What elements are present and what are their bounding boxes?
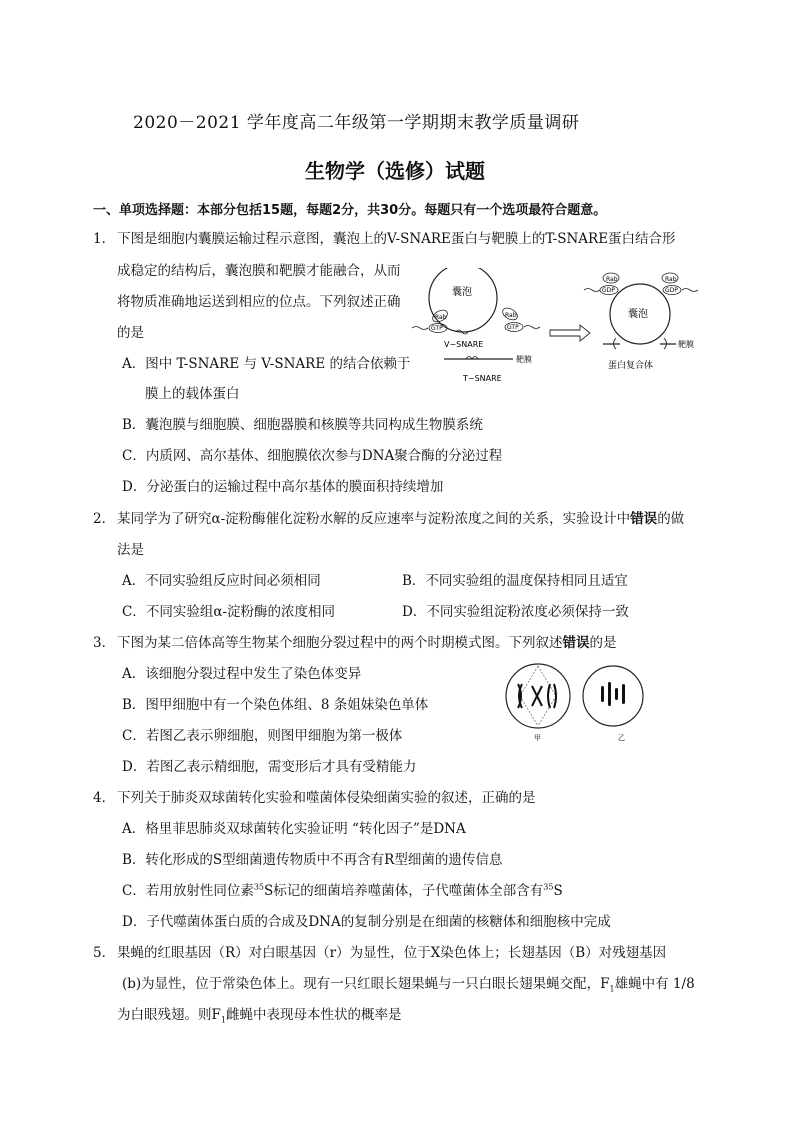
exam-title: 2020－2021 学年度高二年级第一学期期末教学质量调研 xyxy=(133,113,580,133)
option-c: C．若图乙表示卵细胞，则图甲细胞为第一极体 xyxy=(122,728,403,744)
option-b: B．图甲细胞中有一个染色体组、8 条姐妹染色单体 xyxy=(122,697,429,713)
question-number: 3． xyxy=(93,635,116,651)
question-text: 将物质准确地运送到相应的位点。下列叙述正确 xyxy=(117,294,401,310)
question-text-part: 雌蝇中表现母本性状的概率是 xyxy=(225,1007,402,1023)
cell-division-figure xyxy=(498,660,648,742)
option-d: D．分泌蛋白的运输过程中高尔基体的膜面积持续增加 xyxy=(122,479,444,495)
rab-label: Rab xyxy=(505,312,517,319)
gdp-label: GDP xyxy=(665,287,678,294)
question-text-part: 雄蝇中有 1/8 xyxy=(614,976,695,992)
question-text xyxy=(122,974,695,994)
v-snare-label: V−SNARE xyxy=(444,340,484,349)
question-number: 1． xyxy=(93,231,116,247)
question-text xyxy=(117,633,617,653)
rab-label: Rab xyxy=(606,276,618,283)
gtp-label: GTP xyxy=(507,324,519,331)
option-a-continued: 膜上的载体蛋白 xyxy=(145,386,240,402)
isotope-mass: 35 xyxy=(543,882,554,892)
option-a: A．图中 T-SNARE 与 V-SNARE 的结合依赖于 xyxy=(122,356,411,372)
protein-complex-label: 蛋白复合体 xyxy=(608,361,654,371)
target-membrane-label: 靶膜 xyxy=(516,355,532,364)
question-number: 2． xyxy=(93,511,116,527)
option-a: A．格里菲思肺炎双球菌转化实验证明 “转化因子”是DNA xyxy=(122,821,466,837)
question-text: 下列关于肺炎双球菌转化实验和噬菌体侵染细菌实验的叙述，正确的是 xyxy=(117,790,536,806)
option-d: D．子代噬菌体蛋白质的合成及DNA的复制分别是在细菌的核糖体和细胞核中完成 xyxy=(122,914,611,930)
question-text: 法是 xyxy=(117,542,144,558)
option-text-part: C．若用放射性同位素 xyxy=(122,883,254,899)
question-text-part: (b)为显性，位于常染色体上。现有一只红眼长翅果蝇与一只白眼长翅果蝇交配，F xyxy=(122,976,610,992)
rab-label: Rab xyxy=(665,276,677,283)
question-text xyxy=(117,509,684,529)
vesicle-label: 囊泡 xyxy=(628,309,648,320)
section-heading: 一、单项选择题：本部分包括15题，每题2分，共30分。每题只有一个选项最符合题意。 xyxy=(93,203,607,218)
option-c: C．不同实验组α-淀粉酶的浓度相同 xyxy=(122,604,336,620)
vesicle-label: 囊泡 xyxy=(452,287,472,298)
question-text xyxy=(117,1005,401,1025)
question-text: 的是 xyxy=(117,325,144,341)
option-b: B．不同实验组的温度保持相同且适宜 xyxy=(402,573,628,589)
option-d: D．若图乙表示精细胞，需变形后才具有受精能力 xyxy=(122,759,417,775)
option-a: A．不同实验组反应时间必须相同 xyxy=(122,573,321,589)
question-text-part: 的是 xyxy=(589,635,617,651)
question-text-part: 为白眼残翅。则F xyxy=(117,1007,221,1023)
option-b: B．转化形成的S型细菌遗传物质中不再含有R型细菌的遗传信息 xyxy=(122,852,503,868)
figure-label-yi: 乙 xyxy=(618,734,625,742)
question-text-part: 的做 xyxy=(657,511,685,527)
generation-subscript: 1 xyxy=(220,1015,226,1025)
option-text-part: S标记的细菌培养噬菌体，子代噬菌体全部含有 xyxy=(264,883,544,899)
question-text: 果蝇的红眼基因（R）对白眼基因（r）为显性，位于X染色体上；长翅基因（B）对残翅基因 xyxy=(117,945,667,961)
t-snare-label: T−SNARE xyxy=(463,374,502,383)
figure-label-jia: 甲 xyxy=(534,734,541,742)
vesicle-transport-figure xyxy=(408,268,728,388)
question-text-part: 某同学为了研究α-淀粉酶催化淀粉水解的反应速率与淀粉浓度之间的关系，实验设计中 xyxy=(117,511,631,527)
question-text: 下图是细胞内囊膜运输过程示意图，囊泡上的V-SNARE蛋白与靶膜上的T-SNARE蛋白结合形 xyxy=(117,231,676,247)
emphasis-word: 错误 xyxy=(562,635,590,651)
option-d: D．不同实验组淀粉浓度必须保持一致 xyxy=(402,604,629,620)
option-a: A．该细胞分裂过程中发生了染色体变异 xyxy=(122,666,362,682)
option-b: B．囊泡膜与细胞膜、细胞器膜和核膜等共同构成生物膜系统 xyxy=(122,417,483,433)
question-number: 5． xyxy=(93,945,116,961)
rab-label: Rab xyxy=(435,314,447,321)
gdp-label: GDP xyxy=(602,287,615,294)
option-c: C．内质网、高尔基体、细胞膜依次参与DNA聚合酶的分泌过程 xyxy=(122,448,503,464)
gtp-label: GTP xyxy=(431,325,443,332)
option-c xyxy=(122,881,563,901)
target-membrane-label: 靶膜 xyxy=(678,340,694,349)
generation-subscript: 1 xyxy=(609,984,615,994)
question-text-part: 下图为某二倍体高等生物某个细胞分裂过程中的两个时期模式图。下列叙述 xyxy=(117,635,563,651)
exam-subtitle: 生物学（选修）试题 xyxy=(305,159,485,183)
isotope-mass: 35 xyxy=(253,882,265,892)
option-text-part: S xyxy=(553,883,563,899)
question-text: 成稳定的结构后，囊泡膜和靶膜才能融合，从而 xyxy=(117,263,401,279)
emphasis-word: 错误 xyxy=(630,511,658,527)
question-number: 4． xyxy=(93,790,116,806)
